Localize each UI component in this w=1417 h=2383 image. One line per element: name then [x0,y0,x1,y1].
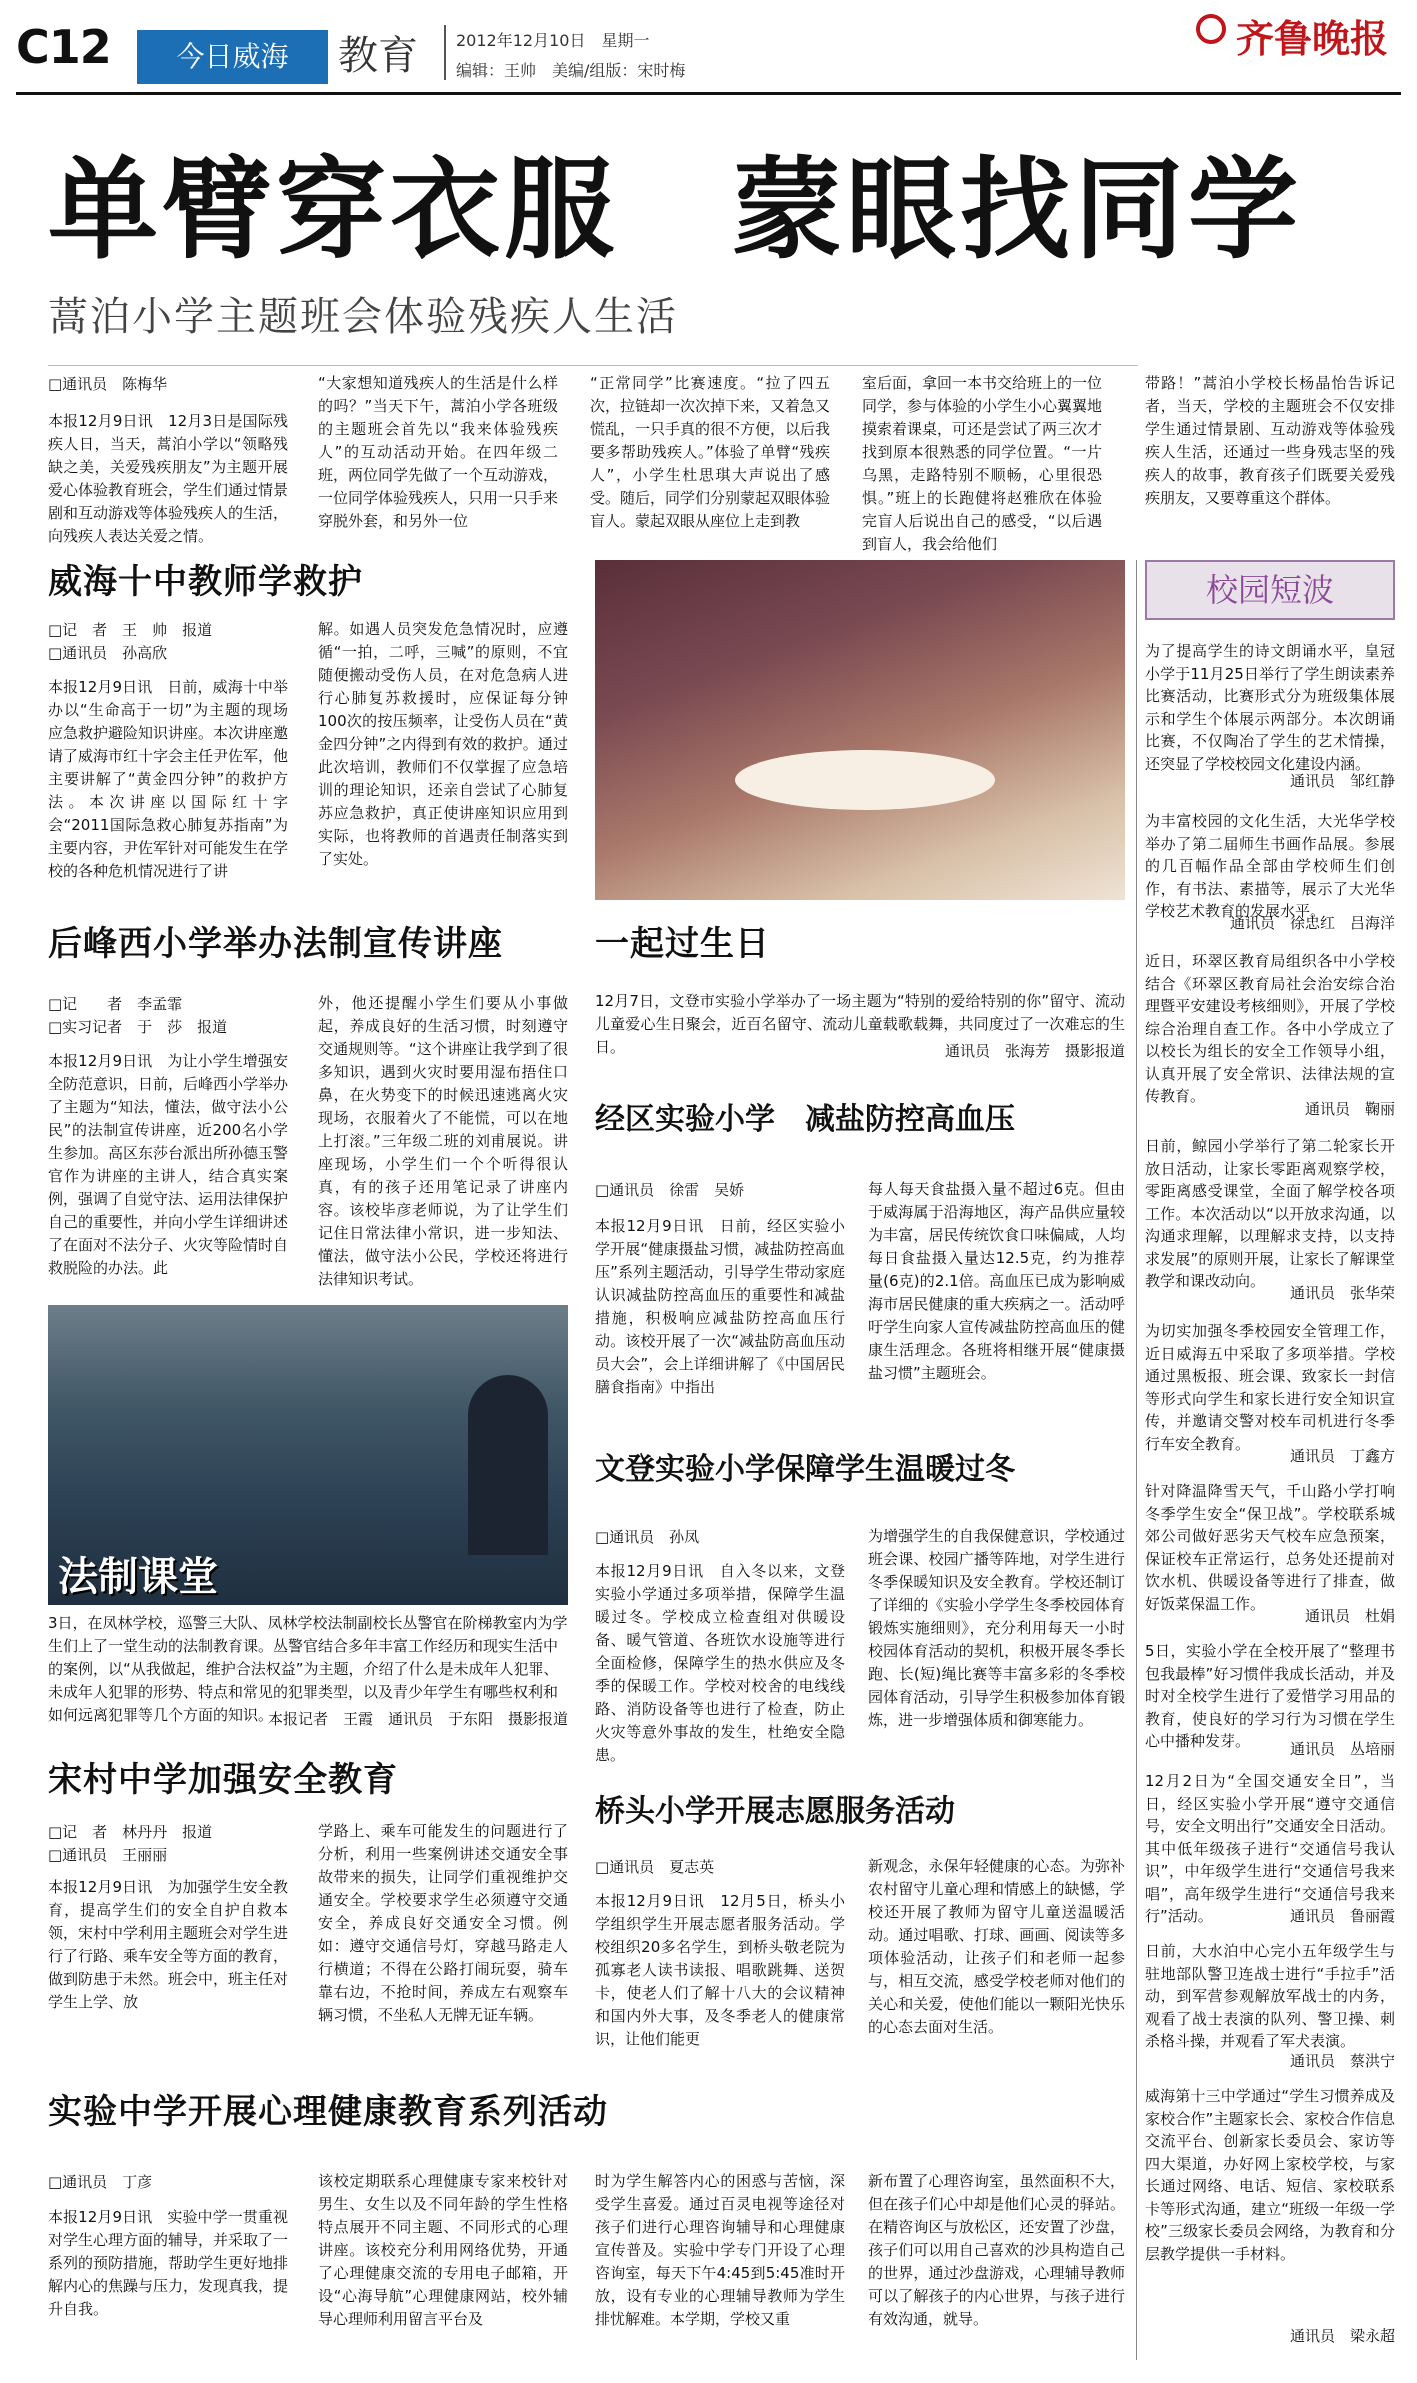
article-byline: □通讯员 丁彦 [48,2173,153,2191]
article-byline: □实习记者 于 莎 报道 [48,1018,228,1036]
sidebar-item: 为了提高学生的诗文朗诵水平，皇冠小学于11月25日举行了学生朗读素养比赛活动，比赛形式分为班级集体展示和学生个体展示两部分。本次朗诵比赛，不仅陶冶了学生的艺术情操，还突显了学校校园文化建设内涵。 [1145,642,1395,773]
lead-col-3: “正常同学”比赛速度。“拉了四五次，拉链却一次次掉下来，又着急又慌乱，一只手真的很不方便，以后我要多帮助残疾人。”体验了单臂“残疾人”，小学生杜思琪大声说出了感受。随后，同学们分别蒙起双眼体验盲人。蒙起双眼从座位上走到教 [590,374,831,530]
lead-byline: □通讯员 陈梅华 [48,375,168,393]
sidebar-item-author: 通讯员 梁永超 [1289,2327,1395,2345]
page-number: C12 [16,20,111,74]
sidebar-item: 日前，大水泊中心完小五年级学生与驻地部队警卫连战士进行“手拉手”活动，到军营参观解放军战士的内务，观看了战士表演的队列、警卫操、刺杀格斗操，并观看了军犬表演。 [1145,1942,1395,2050]
section-name: 教育 [338,33,418,79]
photo-label: 法制课堂 [58,1554,218,1600]
sidebar-item-author: 通讯员 蔡洪宁 [1289,2052,1395,2070]
article-byline: □通讯员 徐雷 吴娇 [595,1181,745,1199]
header-divider [444,25,446,80]
article-title: 经区实验小学 减盐防控高血压 [595,1102,1015,1137]
article-body: 新布置了心理咨询室，虽然面积不大，但在孩子们心中却是他们心灵的驿站。在精咨询区与放松区，还安置了沙盘，孩子们可以用自己喜欢的沙具构造自己的世界，通过沙盘游戏，心理辅导教师可以了解孩子的内心世界，与孩子进行有效沟通，就导。 [868,2172,1125,2328]
article-body: 12月7日，文登市实验小学举办了一场主题为“特别的爱给特别的你”留守、流动儿童爱心生日聚会，近百名留守、流动儿童载歌载舞，共同度过了一次难忘的生日。 [595,992,1125,1056]
article-byline: □通讯员 孙凤 [595,1528,700,1546]
sidebar-item: 12月2日为“全国交通安全日”，当日，经区实验小学开展“遵守交通信号，安全文明出行”交通安全日活动。其中低年级孩子进行“交通信号我认识”，中年级学生进行“交通信号我来唱”，高年级学生进行“交通信号我来行”活动。 [1145,1772,1395,1925]
lead-headline: 单臂穿衣服 蒙眼找同学 [48,146,1302,274]
article-byline: □通讯员 王丽丽 [48,1846,168,1864]
article-body: 本报12月9日讯 自入冬以来，文登实验小学通过多项举措，保障学生温暖过冬。学校成立检查组对供暖设备、暖气管道、各班饮水设施等进行全面检修，保障学生的热水供应及冬季的保暖工作。学校对校舍的电线线路、消防设备等也进行了检查，防止火灾等意外事故的发生，杜绝安全隐患。 [595,1562,845,1764]
lead-col-1: 本报12月9日讯 12月3日是国际残疾人日，当天，蒿泊小学以“领略残缺之美，关爱残疾朋友”为主题开展爱心体验教育班会，学生们通过情景剧和互动游戏等体验残疾人的生活，向残疾人表达关爱之情。 [48,412,289,545]
header-rule [16,92,1401,95]
article-byline: □通讯员 夏志英 [595,1858,715,1876]
article-body: 本报12月9日讯 为加强学生安全教育，提高学生们的安全自护自救本领，宋村中学利用主题班会对学生进行了行路、乘车安全等方面的教育，做到防患于未然。班会中，班主任对学生上学、放 [48,1878,289,2011]
article-body: 学路上、乘车可能发生的问题进行了分析，利用一些案例讲述交通安全事故带来的损失，让同学们重视维护交通安全。学校要求学生必须遵守交通安全，养成良好交通安全习惯。例如：遵守交通信号灯，穿越马路走人行横道；不得在公路打闹玩耍，骑车靠右边，不抢时间，养成左右观察车辆习惯，不坐私人无牌无证车辆。 [318,1822,568,2024]
editors-line: 编辑：王帅 美编/组版：宋时梅 [456,61,686,80]
sidebar-item-author: 通讯员 丁鑫方 [1289,1447,1395,1465]
lead-rule [48,365,1138,366]
article-byline: □记 者 林丹丹 报道 [48,1823,213,1841]
sidebar-item-author: 通讯员 邹红静 [1289,772,1395,790]
sidebar-item-author: 通讯员 鲁丽霞 [1289,1907,1395,1925]
sidebar-item: 日前，鲸园小学举行了第二轮家长开放日活动，让家长零距离观察学校，零距离感受课堂，全面了解学校各项工作。本次活动以“以开放求沟通，以沟通求理解，以理解求支持，以支持求发展”的原则开展，让家长了解课堂教学和课改动向。 [1145,1137,1395,1290]
campus-news-sidebar [1145,560,1395,2360]
article-body: 为增强学生的自我保健意识，学校通过班会课、校园广播等阵地，对学生进行冬季保暖知识及安全教育。学校还制订了详细的《实验小学学生冬季校园体育锻炼实施细则》，充分利用每天一小时校园体育活动的契机，积极开展冬季长跑、长(短)绳比赛等丰富多彩的冬季校园体育活动，引导学生积极参加体育锻炼，进一步增强体质和御寒能力。 [868,1527,1125,1729]
lead-col-2: “大家想知道残疾人的生活是什么样的吗？”当天下午，蒿泊小学各班级的主题班会首先以“我来体验残疾人”的互动活动开始。在四年级二班，两位同学先做了一个互动游戏，一位同学体验残疾人，只用一只手来穿脱外套，和另外一位 [318,374,559,530]
article-body: 外，他还提醒小学生们要从小事做起，养成良好的生活习惯，时刻遵守交通规则等。“这个讲座让我学到了很多知识，遇到火灾时要用湿布捂住口鼻，在火势变下的时候迅速逃离火灾现场，衣服着火了不能慌，可以在地上打滚。”三年级二班的刘甫展说。讲座现场，小学生们一个个听得很认真，有的孩子还用笔记录了讲座内容。该校毕彦老师说，为了让学生们记住日常法律小常识，进一步知法、懂法，做守法小公民，学校还将进行法律知识考试。 [318,994,568,1288]
date-line: 2012年12月10日 星期一 [456,31,650,50]
article-title: 后峰西小学举办法制宣传讲座 [48,924,503,964]
article-title: 宋村中学加强安全教育 [48,1760,398,1800]
lead-col-5: 带路！”蒿泊小学校长杨晶怡告诉记者，当天，学校的主题班会不仅安排学生通过情景剧、互动游戏等体验残疾人生活，还通过一些身残志坚的残疾人的故事，教育孩子们既要关爱残疾朋友，又要尊重这个群体。 [1145,374,1395,507]
article-title: 实验中学开展心理健康教育系列活动 [48,2092,608,2132]
article-body: 每人每天食盐摄入量不超过6克。但由于威海属于沿海地区，海产品供应量较为丰富，居民传统饮食口味偏咸，人均每日食盐摄入量达12.5克，约为推荐量(6克)的2.1倍。高血压已成为影响威海市居民健康的重大疾病之一。活动呼吁学生向家人宣传减盐防控高血压的健康生活理念。各班将相继开展“健康摄盐习惯”主题班会。 [868,1180,1125,1382]
article-body: 新观念，永保年轻健康的心态。为弥补农村留守儿童心理和情感上的缺憾，学校还开展了教师为留守儿童送温暖活动。通过唱歌、打球、画画、阅读等多项体验活动，让孩子们和老师一起参与，相互交流，感受学校老师对他们的关心和关爱，使他们能以一颗阳光快乐的心态去面对生活。 [868,1857,1125,2036]
section-badge: 今日威海 [137,30,328,84]
sidebar-item: 5日，实验小学在全校开展了“整理书包我最棒”好习惯伴我成长活动，并及时对全校学生进行了爱惜学习用品的教育，使良好的学习行为习惯在学生心中播种发芽。 [1145,1642,1395,1750]
sidebar-item: 针对降温降雪天气，千山路小学打响冬季学生安全“保卫战”。学校联系城郊公司做好恶劣天气校车应急预案，保证校车正常运行，总务处还提前对饮水机、供暖设备等进行了排查，做好饭菜保温工作。 [1145,1482,1395,1613]
sidebar-item-author: 通讯员 杜娟 [1304,1607,1395,1625]
sidebar-item: 近日，环翠区教育局组织各中小学校结合《环翠区教育局社会治安综合治理暨平安建设考核细则》，开展了学校综合治理自查工作。各中小学成立了以校长为组长的安全工作领导小组，认真开展了安全常识、法律法规的宣传教育。 [1145,952,1395,1105]
article-body: 该校定期联系心理健康专家来校针对男生、女生以及不同年龄的学生性格特点展开不同主题、不同形式的心理讲座。该校充分利用网络优势，开通了心理健康交流的专用电子邮箱，开设“心海导航”心理健康网站，校外辅导心理师利用留言平台及 [318,2172,568,2328]
article-title: 威海十中教师学救护 [48,562,363,602]
sidebar-item: 为丰富校园的文化生活，大光华学校举办了第二届师生书画作品展。参展的几百幅作品全部由学校师生们创作，有书法、素描等，展示了大光华学校艺术教育的发展水平。 [1145,812,1395,920]
photo-credit: 本报记者 王霞 通讯员 于东阳 摄影报道 [267,1710,568,1728]
officer-figure-icon [468,1375,548,1555]
article-body: 本报12月9日讯 日前，威海十中举办以“生命高于一切”为主题的现场应急救护避险知识讲座。本次讲座邀请了威海市红十字会主任尹佐军，他主要讲解了“黄金四分钟”的救护方法。本次讲座以国际红十字会“2011国际急救心肺复苏指南”为主要内容，尹佐军针对可能发生在学校的各种危机情况进行了讲 [48,678,289,880]
masthead-logo: 齐鲁晚报 [1236,16,1389,61]
lead-col-4: 室后面，拿回一本书交给班上的一位同学，参与体验的小学生小心翼翼地摸索着课桌，可还是尝试了两三次才找到原本很熟悉的同学位置。“一片乌黑，走路特别不顺畅，心里很恐惧。”班上的长跑健将赵雅欣在体验完盲人后说出自己的感受，“以后遇到盲人，我会给他们 [862,374,1103,553]
article-byline: □记 者 李孟霏 [48,995,183,1013]
sidebar-item-author: 通讯员 丛培丽 [1289,1740,1395,1758]
sidebar-item-author: 通讯员 徐忠红 吕海洋 [1229,914,1395,932]
article-title: 一起过生日 [595,924,770,964]
page-header [0,0,1417,80]
logo-sun-icon [1196,14,1226,44]
article-body: 本报12月9日讯 为让小学生增强安全防范意识，日前，后峰西小学举办了主题为“知法，懂法，做守法小公民”的法制宣传讲座，近200名小学生参加。高区东莎台派出所孙德玉警官作为讲座的主讲人，结合真实案例，强调了自觉守法、运用法律保护自己的重要性，并向小学生详细讲述了在面对不法分子、火灾等险情时自救脱险的办法。此 [48,1052,289,1277]
sidebar-item: 威海第十三中学通过“学生习惯养成及家校合作”主题家长会、家校合作信息交流平台、创新家长委员会、家访等四大渠道，办好网上家校学校，与家长通过网络、电话、短信、家校联系卡等形式沟通，建立“班级一年级一学校”三级家长委员会网络，为教育和分层教学提供一手材料。 [1145,2087,1395,2263]
article-body: 解。如遇人员突发危急情况时，应遵循“一拍，二呼，三喊”的原则，不宜随便搬动受伤人员，在对危急病人进行心肺复苏救援时，应保证每分钟100次的按压频率，让受伤人员在“黄金四分钟”之内得到有效的救护。通过此次培训，教师们不仅掌握了应急培训的理论知识，还亲自尝试了心肺复苏应急救护，真正使讲座知识应用到实际，也将教师的首遇责任制落实到了实处。 [318,620,568,868]
article-body: 本报12月9日讯 日前，经区实验小学开展“健康摄盐习惯，减盐防控高血压”系列主题活动，引导学生带动家庭认识减盐防控高血压的重要性和减盐措施，积极响应减盐防控高血压行动。该校开展了一次“减盐防高血压动员大会”，会上详细讲解了《中国居民膳食指南》中指出 [595,1217,845,1396]
photo-caption: 3日，在凤林学校，巡警三大队、凤林学校法制副校长丛警官在阶梯教室内为学生们上了一堂生动的法制教育课。丛警官结合多年丰富工作经历和现实生活中的案例，以“从我做起，维护合法权益”为主题，介绍了什么是未成年人犯罪、未成年人犯罪的形势、特点和常见的犯罪类型，以及青少年学生有哪些权利和如何远离犯罪等几个方面的知识。 [48,1614,568,1724]
cake-icon [735,750,995,810]
sidebar-divider [1136,560,1137,2360]
classroom-photo [48,1305,568,1605]
sidebar-title: 校园短波 [1145,560,1395,620]
photo-credit: 通讯员 张海芳 摄影报道 [944,1042,1125,1060]
birthday-photo [595,560,1125,900]
article-title: 文登实验小学保障学生温暖过冬 [595,1452,1015,1487]
article-body: 本报12月9日讯 实验中学一贯重视对学生心理方面的辅导，并采取了一系列的预防措施，帮助学生更好地排解内心的焦躁与压力，发现真我，提升自我。 [48,2208,289,2318]
article-byline: □通讯员 孙高欣 [48,644,168,662]
article-byline: □记 者 王 帅 报道 [48,621,213,639]
article-body: 本报12月9日讯 12月5日，桥头小学组织学生开展志愿者服务活动。学校组织20多名学生，到桥头敬老院为孤寡老人读书读报、唱歌跳舞、送贺卡，使老人们了解十八大的会议精神和国内外大事，及冬季老人的健康常识，让他们能更 [595,1892,845,2048]
article-body: 时为学生解答内心的困惑与苦恼，深受学生喜爱。通过百灵电视等途径对孩子们进行心理咨询辅导和心理健康宣传普及。实验中学专门开设了心理咨询室，每天下午4:45到5:45准时开放，设有专业的心理辅导教师为学生排忧解难。本学期，学校又重 [595,2172,845,2328]
article-title: 桥头小学开展志愿服务活动 [595,1794,955,1829]
lead-subheadline: 蒿泊小学主题班会体验残疾人生活 [48,294,678,340]
sidebar-item-author: 通讯员 张华荣 [1289,1284,1395,1302]
sidebar-item: 为切实加强冬季校园安全管理工作，近日威海五中采取了多项举措。学校通过黑板报、班会课、致家长一封信等形式向学生和家长进行安全知识宣传，并邀请交警对校车司机进行冬季行车安全教育。 [1145,1322,1395,1453]
sidebar-item-author: 通讯员 鞠丽 [1304,1100,1395,1118]
